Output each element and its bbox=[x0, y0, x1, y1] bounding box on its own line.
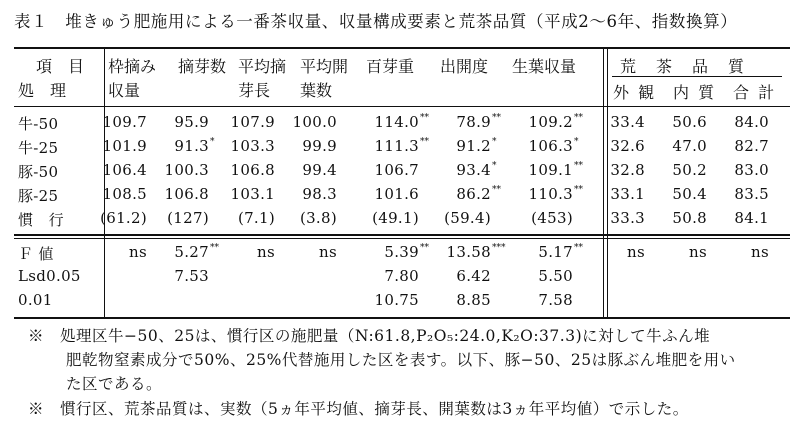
cell-value: 106.8 bbox=[164, 185, 209, 203]
significance-mark: ** bbox=[574, 113, 583, 123]
table-cell bbox=[444, 209, 506, 227]
table-cell bbox=[103, 113, 162, 131]
cell-value: 32.8 bbox=[610, 161, 645, 179]
table-cell bbox=[375, 161, 434, 179]
note-2: ※ 慣行区、荒茶品質は、実数（5ヵ年平均値、摘芽長、開葉数は3ヵ年平均値）で示した。 bbox=[28, 400, 689, 418]
table-cell bbox=[672, 113, 722, 131]
cell-value: 86.2 bbox=[456, 185, 491, 203]
table-cell bbox=[302, 161, 352, 179]
cell-value: 103.3 bbox=[230, 137, 275, 155]
significance-mark: ** bbox=[420, 113, 429, 123]
cell-value: ns bbox=[751, 243, 769, 261]
header-col-1-line1: 摘芽数 bbox=[178, 57, 227, 76]
cell-value: 7.58 bbox=[538, 291, 573, 309]
rule-header-bottom bbox=[14, 106, 790, 107]
cell-value: 91.2 bbox=[456, 137, 491, 155]
row-label: Lsd0.05 bbox=[18, 267, 81, 285]
table-cell bbox=[384, 267, 434, 285]
table-cell bbox=[645, 267, 660, 285]
table-cell bbox=[734, 209, 784, 227]
table-cell bbox=[302, 185, 352, 203]
header-quality-col-1: 内 質 bbox=[673, 83, 717, 102]
table-cell bbox=[174, 267, 224, 285]
row-label: 豚-25 bbox=[18, 187, 59, 205]
table-cell bbox=[238, 209, 290, 227]
significance-mark: *** bbox=[492, 243, 506, 253]
cell-value: 84.1 bbox=[734, 209, 769, 227]
header-col-5-line1: 出開度 bbox=[440, 57, 489, 76]
table-cell bbox=[165, 161, 224, 179]
significance-mark: ** bbox=[574, 243, 583, 253]
table-cell bbox=[456, 185, 506, 203]
cell-value: 5.39 bbox=[384, 243, 419, 261]
rule-bottom bbox=[14, 317, 790, 319]
table-cell bbox=[672, 185, 722, 203]
cell-value: 103.1 bbox=[230, 185, 275, 203]
table-cell bbox=[538, 267, 588, 285]
note-1-line-2: 肥乾物窒素成分で50%、25%代替施用した区を表す。以下、豚−50、25は豚ぶん堆肥を用い bbox=[66, 351, 736, 369]
table-cell bbox=[529, 161, 588, 179]
cell-value: 78.9 bbox=[456, 113, 491, 131]
row-label: 牛-25 bbox=[18, 139, 59, 157]
table-cell bbox=[672, 161, 722, 179]
cell-value: 33.3 bbox=[610, 209, 645, 227]
cell-value: 83.0 bbox=[734, 161, 769, 179]
table-cell bbox=[456, 161, 506, 179]
table-cell bbox=[147, 291, 162, 309]
significance-mark: ** bbox=[492, 185, 501, 195]
rule-top bbox=[14, 47, 790, 49]
table-cell bbox=[319, 243, 352, 261]
table-cell bbox=[275, 291, 290, 309]
table-cell bbox=[751, 243, 784, 261]
table-cell bbox=[456, 137, 506, 155]
row-label: 慣 行 bbox=[18, 211, 64, 229]
cell-value: ns bbox=[129, 243, 147, 261]
table-cell bbox=[456, 113, 506, 131]
cell-value: 101.9 bbox=[102, 137, 147, 155]
table-cell bbox=[275, 267, 290, 285]
cell-value: 111.3 bbox=[374, 137, 419, 155]
table-cell bbox=[384, 243, 434, 261]
table-cell bbox=[734, 137, 784, 155]
table-cell bbox=[689, 243, 722, 261]
row-label: Ｆ 値 bbox=[18, 245, 54, 263]
table-cell bbox=[375, 113, 434, 131]
cell-value: 114.0 bbox=[374, 113, 419, 131]
cell-value: 7.53 bbox=[174, 267, 209, 285]
table-cell bbox=[372, 209, 434, 227]
table-cell bbox=[769, 267, 784, 285]
significance-mark: ** bbox=[420, 137, 429, 147]
table-cell bbox=[231, 137, 290, 155]
significance-mark: * bbox=[574, 137, 579, 147]
row-label: 0.01 bbox=[18, 291, 53, 309]
table-cell bbox=[174, 137, 224, 155]
significance-mark: ** bbox=[492, 113, 501, 123]
cell-value: 93.4 bbox=[456, 161, 491, 179]
table-cell bbox=[610, 161, 660, 179]
cell-value: ns bbox=[689, 243, 707, 261]
cell-value: 5.50 bbox=[538, 267, 573, 285]
table-cell bbox=[529, 137, 588, 155]
table-cell bbox=[734, 161, 784, 179]
table-cell bbox=[707, 291, 722, 309]
table-cell bbox=[645, 291, 660, 309]
cell-value: ns bbox=[257, 243, 275, 261]
cell-value: 109.7 bbox=[102, 113, 147, 131]
cell-value: (453) bbox=[531, 209, 573, 227]
rule-vertical-1 bbox=[104, 48, 105, 317]
cell-value: 82.7 bbox=[734, 137, 769, 155]
table-cell bbox=[672, 137, 722, 155]
table-cell bbox=[531, 209, 588, 227]
significance-mark: * bbox=[210, 137, 215, 147]
table-cell bbox=[707, 267, 722, 285]
cell-value: 5.17 bbox=[538, 243, 573, 261]
table-cell bbox=[257, 243, 290, 261]
header-treatment-label: 処 理 bbox=[18, 81, 67, 100]
cell-value: 98.3 bbox=[302, 185, 337, 203]
table-cell bbox=[100, 209, 162, 227]
cell-value: 33.4 bbox=[610, 113, 645, 131]
table-cell bbox=[337, 267, 352, 285]
cell-value: 109.2 bbox=[528, 113, 573, 131]
table-cell bbox=[610, 137, 660, 155]
table-cell bbox=[529, 185, 588, 203]
table-cell bbox=[293, 113, 352, 131]
significance-mark: * bbox=[492, 137, 497, 147]
cell-value: 91.3 bbox=[174, 137, 209, 155]
table-cell bbox=[231, 113, 290, 131]
cell-value: 5.27 bbox=[174, 243, 209, 261]
rule-vertical-3 bbox=[607, 48, 608, 317]
header-col-2-line1: 平均摘 bbox=[238, 57, 287, 76]
cell-value: 101.6 bbox=[374, 185, 419, 203]
significance-mark: ** bbox=[574, 185, 583, 195]
cell-value: 110.3 bbox=[528, 185, 573, 203]
table-cell bbox=[167, 209, 224, 227]
table-cell bbox=[610, 113, 660, 131]
cell-value: 50.2 bbox=[672, 161, 707, 179]
table-cell bbox=[447, 243, 506, 261]
table-cell bbox=[456, 291, 506, 309]
note-1-line-3: た区である。 bbox=[66, 375, 163, 393]
table-cell bbox=[174, 243, 224, 261]
table-cell bbox=[375, 185, 434, 203]
significance-mark: * bbox=[492, 161, 497, 171]
table-cell bbox=[174, 113, 224, 131]
table-cell bbox=[456, 267, 506, 285]
cell-value: 32.6 bbox=[610, 137, 645, 155]
cell-value: (61.2) bbox=[100, 209, 147, 227]
table-cell bbox=[231, 185, 290, 203]
table-cell bbox=[672, 209, 722, 227]
cell-value: ns bbox=[319, 243, 337, 261]
note-1-line-1: ※ 処理区牛−50、25は、慣行区の施肥量（N:61.8,P₂O₅:24.0,K₂O:37.3)に対して牛ふん堆 bbox=[28, 327, 711, 345]
cell-value: 50.4 bbox=[672, 185, 707, 203]
cell-value: 100.3 bbox=[164, 161, 209, 179]
table-cell bbox=[129, 243, 162, 261]
cell-value: 107.9 bbox=[230, 113, 275, 131]
header-quality-col-2: 合 計 bbox=[733, 83, 777, 102]
table-cell bbox=[103, 161, 162, 179]
table-cell bbox=[231, 161, 290, 179]
cell-value: 109.1 bbox=[528, 161, 573, 179]
table-cell bbox=[769, 291, 784, 309]
row-label: 豚-50 bbox=[18, 163, 59, 181]
table-cell bbox=[300, 209, 352, 227]
cell-value: 100.0 bbox=[292, 113, 337, 131]
cell-value: 106.3 bbox=[528, 137, 573, 155]
cell-value: 8.85 bbox=[456, 291, 491, 309]
cell-value: (3.8) bbox=[299, 209, 337, 227]
header-col-3-line2: 葉数 bbox=[300, 81, 333, 100]
table-cell bbox=[734, 185, 784, 203]
table-title: 表１ 堆きゅう肥施用による一番茶収量、収量構成要素と荒茶品質（平成2〜6年、指数換算） bbox=[14, 12, 738, 31]
table-cell bbox=[375, 291, 434, 309]
header-col-4-line1: 百芽重 bbox=[366, 57, 415, 76]
table-cell bbox=[103, 137, 162, 155]
cell-value: 50.6 bbox=[672, 113, 707, 131]
table-cell bbox=[337, 291, 352, 309]
cell-value: 99.9 bbox=[302, 137, 337, 155]
header-col-2-line2: 芽長 bbox=[238, 81, 271, 100]
table-cell bbox=[627, 243, 660, 261]
table-cell bbox=[302, 137, 352, 155]
cell-value: (59.4) bbox=[444, 209, 491, 227]
table-cell bbox=[734, 113, 784, 131]
table-cell bbox=[610, 185, 660, 203]
table-cell bbox=[103, 185, 162, 203]
header-col-0-line1: 枠摘み bbox=[108, 57, 157, 76]
significance-mark: ** bbox=[574, 161, 583, 171]
rule-stats-top bbox=[14, 238, 790, 239]
header-col-6-line1: 生葉収量 bbox=[512, 57, 577, 76]
header-quality-col-0: 外 観 bbox=[613, 83, 657, 102]
row-label: 牛-50 bbox=[18, 115, 59, 133]
header-item-label: 項 目 bbox=[36, 57, 85, 76]
cell-value: ns bbox=[627, 243, 645, 261]
cell-value: 13.58 bbox=[446, 243, 491, 261]
cell-value: (7.1) bbox=[237, 209, 275, 227]
table-cell bbox=[610, 209, 660, 227]
header-quality-group: 荒 茶 品 質 bbox=[620, 57, 747, 76]
cell-value: 83.5 bbox=[734, 185, 769, 203]
significance-mark: ** bbox=[420, 243, 429, 253]
cell-value: 106.7 bbox=[374, 161, 419, 179]
rule-vertical-2 bbox=[603, 48, 604, 317]
cell-value: 10.75 bbox=[374, 291, 419, 309]
header-col-3-line1: 平均開 bbox=[300, 57, 349, 76]
table-cell bbox=[165, 185, 224, 203]
cell-value: 99.4 bbox=[302, 161, 337, 179]
table-cell bbox=[538, 291, 588, 309]
significance-mark: ** bbox=[210, 243, 219, 253]
table-cell bbox=[147, 267, 162, 285]
cell-value: 106.8 bbox=[230, 161, 275, 179]
cell-value: (49.1) bbox=[372, 209, 419, 227]
cell-value: 108.5 bbox=[102, 185, 147, 203]
header-col-0-line2: 収量 bbox=[108, 81, 141, 100]
cell-value: 50.8 bbox=[672, 209, 707, 227]
cell-value: 84.0 bbox=[734, 113, 769, 131]
cell-value: 33.1 bbox=[610, 185, 645, 203]
table-cell bbox=[538, 243, 588, 261]
cell-value: 95.9 bbox=[174, 113, 209, 131]
cell-value: 6.42 bbox=[456, 267, 491, 285]
table-cell bbox=[209, 291, 224, 309]
cell-value: 106.4 bbox=[102, 161, 147, 179]
cell-value: (127) bbox=[167, 209, 209, 227]
rule-data-bottom bbox=[14, 234, 790, 236]
cell-value: 47.0 bbox=[672, 137, 707, 155]
cell-value: 7.80 bbox=[384, 267, 419, 285]
table-cell bbox=[375, 137, 434, 155]
table-cell bbox=[529, 113, 588, 131]
